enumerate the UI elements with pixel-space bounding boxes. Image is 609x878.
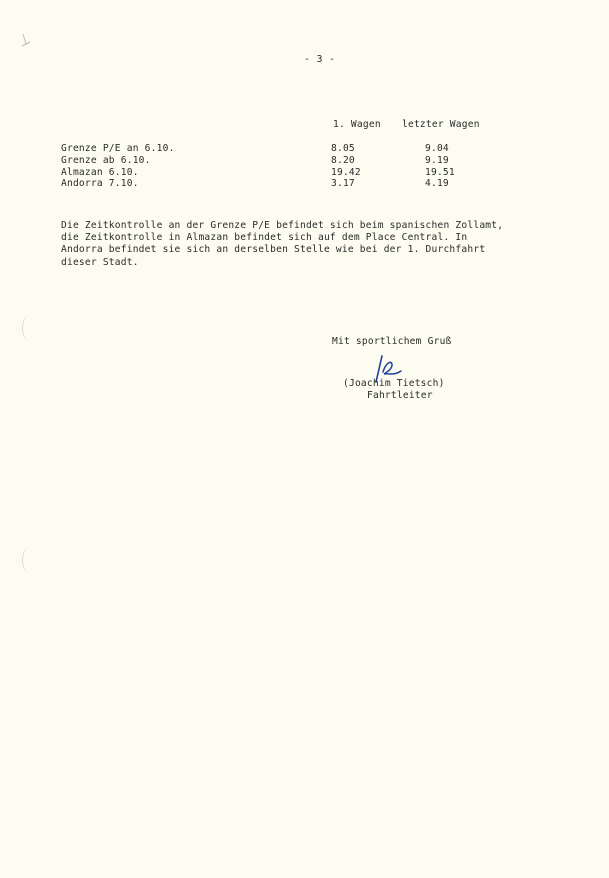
corner-pencil-mark <box>20 30 38 52</box>
row-last-car-time: 9.19 <box>425 154 449 166</box>
time-table <box>61 143 521 190</box>
table-row <box>61 155 521 167</box>
row-last-car-time: 19.51 <box>425 166 455 178</box>
table-row <box>61 143 521 155</box>
row-location: Grenze ab 6.10. <box>61 154 151 166</box>
punch-hole-bottom <box>22 548 35 572</box>
row-first-car-time: 8.05 <box>331 143 355 154</box>
table-row <box>61 178 521 190</box>
column-header-first-car: 1. Wagen <box>333 119 381 130</box>
row-location: Grenze P/E an 6.10. <box>61 143 175 154</box>
row-location: Almazan 6.10. <box>61 166 139 178</box>
row-location: Andorra 7.10. <box>61 178 139 190</box>
punch-hole-top <box>22 316 35 340</box>
signatory-name: (Joachim Tietsch) <box>343 378 445 389</box>
row-last-car-time: 9.04 <box>425 143 449 154</box>
row-first-car-time: 3.17 <box>331 178 355 190</box>
row-first-car-time: 8.20 <box>331 154 355 166</box>
signatory-role: Fahrtleiter <box>367 390 433 401</box>
closing-greeting: Mit sportlichem Gruß <box>332 336 452 347</box>
table-row <box>61 167 521 179</box>
page-number: - 3 - <box>304 54 336 65</box>
row-last-car-time: 4.19 <box>425 178 449 190</box>
table-header-row <box>333 119 533 133</box>
body-paragraph: Die Zeitkontrolle an der Grenze P/E befindet sich beim spanischen Zollamt, die Zeitkontrolle in Almazan befindet sich auf dem Place Central. In Andorra befindet sie sich an derselben Stelle wie bei der 1. Durchfahrt dieser Stadt. <box>61 220 504 268</box>
row-first-car-time: 19.42 <box>331 166 361 178</box>
column-header-last-car: letzter Wagen <box>402 119 480 130</box>
